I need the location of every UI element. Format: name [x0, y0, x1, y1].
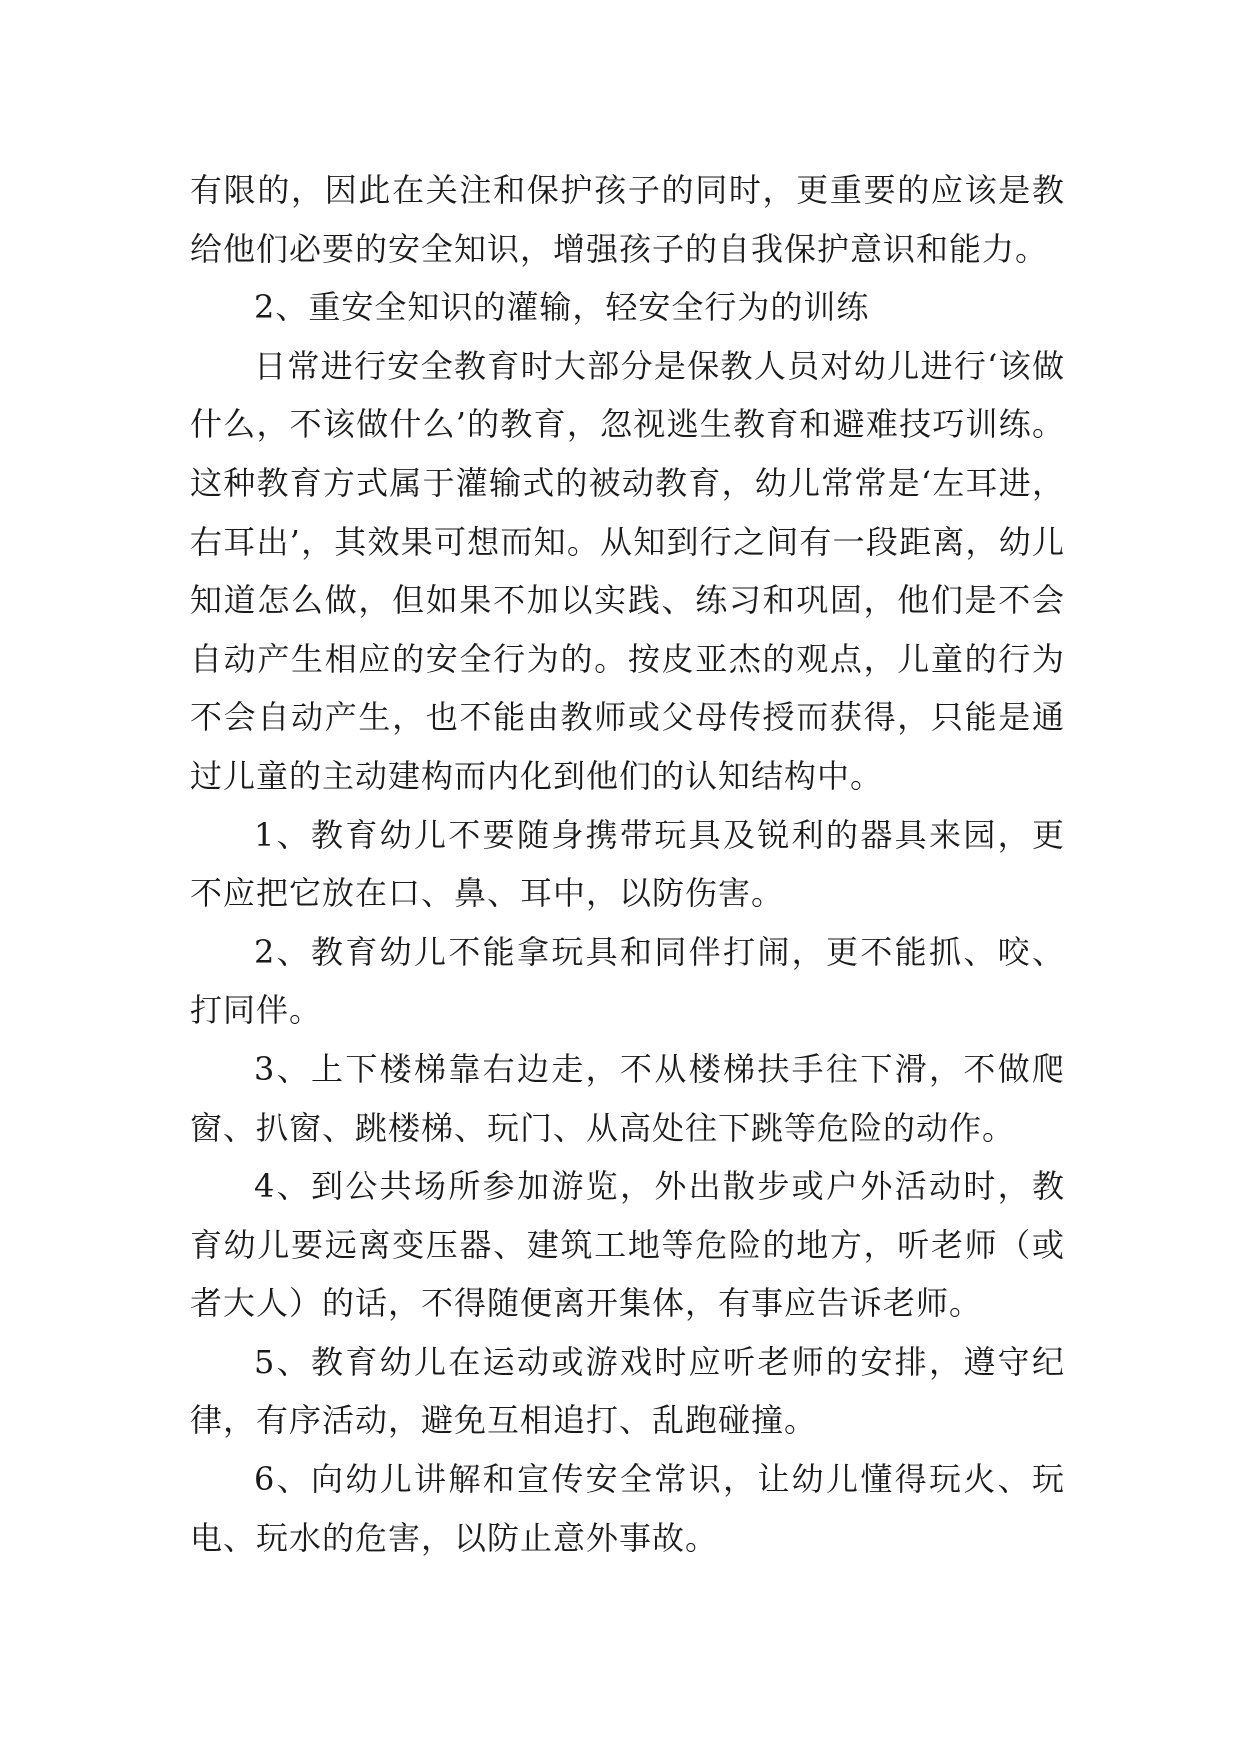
- list-item-6: 6、向幼儿讲解和宣传安全常识，让幼儿懂得玩火、玩电、玩水的危害，以防止意外事故。: [190, 1460, 1065, 1557]
- list-item-1: 1、教育幼儿不要随身携带玩具及锐利的器具来园，更不应把它放在口、鼻、耳中，以防伤害。: [190, 815, 1065, 913]
- list-item-5: 5、教育幼儿在运动或游戏时应听老师的安排，遵守纪律，有序活动，避免互相追打、乱跑碰撞。: [190, 1342, 1065, 1440]
- list-item-2: 2、教育幼儿不能拿玩具和同伴打闹，更不能抓、咬、打同伴。: [190, 932, 1065, 1030]
- list-item-4: 4、到公共场所参加游览，外出散步或户外活动时，教育幼儿要远离变压器、建筑工地等危险的地方，听老师（或者大人）的话，不得随便离开集体，有事应告诉老师。: [190, 1167, 1065, 1323]
- paragraph-3: 日常进行安全教育时大部分是保教人员对幼儿进行‘该做什么，不该做什么’的教育，忽视逃生教育和避难技巧训练。这种教育方式属于灌输式的被动教育，幼儿常常是‘左耳进，右耳出’，其效果可想而知。从知到行之间有一段距离，幼儿知道怎么做，但如果不加以实践、练习和巩固，他们是不会自动产生相应的安全行为的。按皮亚杰的观点，儿童的行为不会自动产生，也不能由教师或父母传授而获得，只能是通过儿童的主动建构而内化到他们的认知结构中。: [190, 346, 1065, 795]
- list-item-3: 3、上下楼梯靠右边走，不从楼梯扶手往下滑，不做爬窗、扒窗、跳楼梯、玩门、从高处往下跳等危险的动作。: [190, 1049, 1065, 1147]
- paragraph-2-heading: 2、重安全知识的灌输，轻安全行为的训练: [254, 288, 870, 327]
- document-body: [190, 161, 1065, 1567]
- paragraph-1: 有限的，因此在关注和保护孩子的同时，更重要的应该是教给他们必要的安全知识，增强孩子的自我保护意识和能力。: [190, 171, 1065, 268]
